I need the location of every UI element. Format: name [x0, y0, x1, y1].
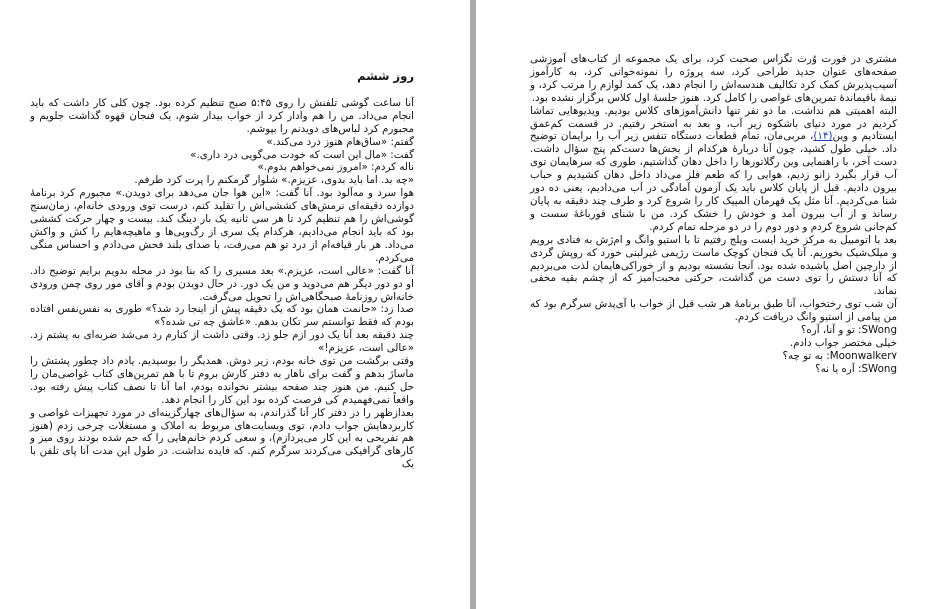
paragraph: چند دقیقه بعد آنا یک دور ازم جلو زد. وقتی داشت از کنارم رد می‌شد ضربه‌ای به پشتم زد. «عالی است، عزیزم!» — [30, 329, 414, 355]
paragraph: گفت: «مال این است که خودت می‌گویی درد داری.» — [190, 148, 414, 161]
paragraph: ناله کردم: «امروز نمی‌خواهم بدوم.» — [257, 161, 414, 174]
paragraph: بعد با اتومبیل به مرکز خرید ایست ویلج رفتیم تا با استیو وانگ و ام‌ژش به فنادی برویم و میلک‌شیک بخوریم. آنا یک فنجان کوچک ماست رژیمی غیرلبنی خورد که روپش گردی از دارچین اصل پاشیده شده بود. آنجا نشسته بودیم و از خوراکی‌هایمان لذت می‌بردیم که آنا دستش را توی دست من گذاشت، حرکتی محبت‌آمیز که از چشم بقیه مخفی نماند. — [530, 233, 897, 298]
chat-line: SWong: تو و آنا، آره؟ — [800, 324, 897, 337]
paragraph: آن شب توی رختخواب، آنا طبق برنامهٔ هر شب قبل از خواب با آی‌پدش سرگرم بود که من پیامی از استیو وانگ دریافت کردم. — [530, 298, 897, 324]
footnote-link[interactable]: (۱۴) — [813, 130, 833, 143]
paragraph: «چه بد. اما باید بدوی، عزیزم.» شلوار گرمکنم را پرت کرد طرفم. — [134, 174, 414, 187]
paragraph — [530, 105, 897, 234]
paragraph: صدا زد: «حانمت همان بود که یک دقیقه پیش از اینجا رد شد؟» طوری به نفس‌نفس افتاده بودم که فقط توانستم سر تکان بدهم. «عاشق چه تی شده؟» — [30, 303, 414, 329]
paragraph: گفتم: «ساق‌هام هنوز درد می‌کند.» — [266, 135, 414, 148]
paragraph: آنا ساعت گوشی تلفنش را روی ۵:۴۵ صبح تنظیم کرده بود. چون کلی کار داشت که باید انجام می‌داد. من را هم وادار کرد از خواب بیدار شوم، یک فنجان قهوه گذاشت جلویم و مجبورم کرد لباس‌های دویدنم را بپوشم. — [30, 96, 414, 135]
left-page — [0, 0, 470, 609]
chat-line: خیلی مختصر جواب دادم. — [789, 336, 897, 349]
right-page-text — [530, 53, 897, 376]
chat-line: SWong: آره یا نه؟ — [815, 362, 897, 375]
right-page — [476, 0, 946, 609]
paragraph: بعدازظهر را در دفتر کار آنا گذراندم، به سؤال‌های چهارگزینه‌ای در مورد تجهیزات غواصی و کاربردهایش جواب دادم، توی وبسایت‌های مربوط به املاک و مستغلات چرخی زدم (هنوز هم تفریحی به این کار می‌پردازم)، و سعی کردم خانم‌هایی را که حم شده بودند روی میز و کارهای گرافیکی می‌کردند سرگرم کنم. که فایده نداشت. در طول این مدت آنا پای تلفن با یک — [30, 406, 414, 471]
paragraph: آنا گفت: «عالی است، عزیزم.» بعد مسیری را که بنا بود در محله بدویم برایم توضیح داد. او دو دور دیگر هم می‌دوید و من یک دور. در حال دویدن بودم و آقای مور روی چمن ورودی خانه‌اش روزنامهٔ صبحگاهی‌اش را تحویل می‌گرفت. — [30, 264, 414, 303]
paragraph: هوا سرد و مه‌آلود بود. آنا گفت: «این هوا جان می‌دهد برای دویدن.» مجبورم کرد برنامهٔ دوازده دقیقه‌ای نرمش‌های کششی‌اش را تقلید کنم، درست توی ورودی خانه‌ام، زمان‌سنج گوشی‌اش را هم تنظیم کرد تا هر سی ثانیه یک بار دینگ کند. بیست و چهار حرکت کششی بود که باید انجام می‌دادیم، هرکدام یک سری از رگ‌وپی‌ها و ماهیچه‌هایم را کش و واکش می‌داد. هر بار قیافه‌ام از درد تو هم می‌رفت، با صدای بلند فحش می‌دادم و احساس منگی می‌کردم. — [30, 187, 414, 264]
paragraph-text: ، مربی‌مان، تمام قطعات دستگاه تنفس زیر آب را برایمان توضیح داد. خیلی طول کشید، چون آنا دربارهٔ هرکدام از بخش‌ها دست‌کم پنج سؤال داشت. دست آخر، با راهنمایی وین رگلاتورها را داخل دهان گذاشتیم، طوری که سرهایمان توی آب قرار بگیرد زانو زدیم، هوایی را که طعم فلز می‌داد داخل دهان کشیدیم و حباب بیرون دادیم. قبل از پایان کلاس باید یک آزمون آمادگی در آب می‌دادیم، یعنی ده دور شنا می‌کردیم. آنا مثل یک قهرمان المپیک کار را شروع کرد و طرف چند دقیقه به پایان رساند و از آب بیرون آمد و خودش را خشک کرد. من با شنای قورباغهٔ سست و کم‌جانی شروع کردم و دور دوم را در دو مرحله تمام کردم. — [530, 130, 897, 233]
paragraph-text: البته اهمیتی هم نداشت. ما دو نفر تنها دانش‌آموزهای کلاس بودیم. ویدیوهایی تماشا کردیم در مورد دنیای باشکوه زیر آب، و بعد به استخر رفتیم. در قسمت کم‌عمق ایستادیم و وین — [530, 104, 897, 143]
paragraph: مشتری در فورت وُرث تگزاس صحبت کرد، برای یک مجموعه از کتاب‌های آموزشی صفحه‌های عنوان جدید طراحی کرد، سه پروژه را نمونه‌خوانی کرد، به کارآموز آسیب‌پذیرش کمک کرد تکالیف هندسه‌اش را انجام دهد، یک کمد لوازم را مرتب کرد، و نیمهٔ باقیماندهٔ تمرین‌های غواصی را کامل کرد. هنوز جلسهٔ اول کلاس برگزار نشده بود. — [530, 53, 897, 104]
chat-line: Moonwalker۷: به تو چه؟ — [782, 349, 897, 362]
chapter-heading: روز ششم — [357, 69, 414, 83]
paragraph: وقتی برگشت من توی خانه بودم، زیر دوش. همدیگر را بوسیدیم. یادم داد چطور پشتش را ماساژ بدهم و گفت برای ناهار به دفتر کارش بروم تا با هم تمرین‌های کتاب غواصی‌مان را حل کنیم. من هنوز چند صفحه بیشتر نخوانده بودم، اما آنا تا نصف کتاب پیش رفته بود. واقعاً نمی‌فهمیدم کی فرصت کرده بود این کار را انجام دهد. — [30, 355, 414, 406]
left-page-text — [30, 70, 414, 471]
